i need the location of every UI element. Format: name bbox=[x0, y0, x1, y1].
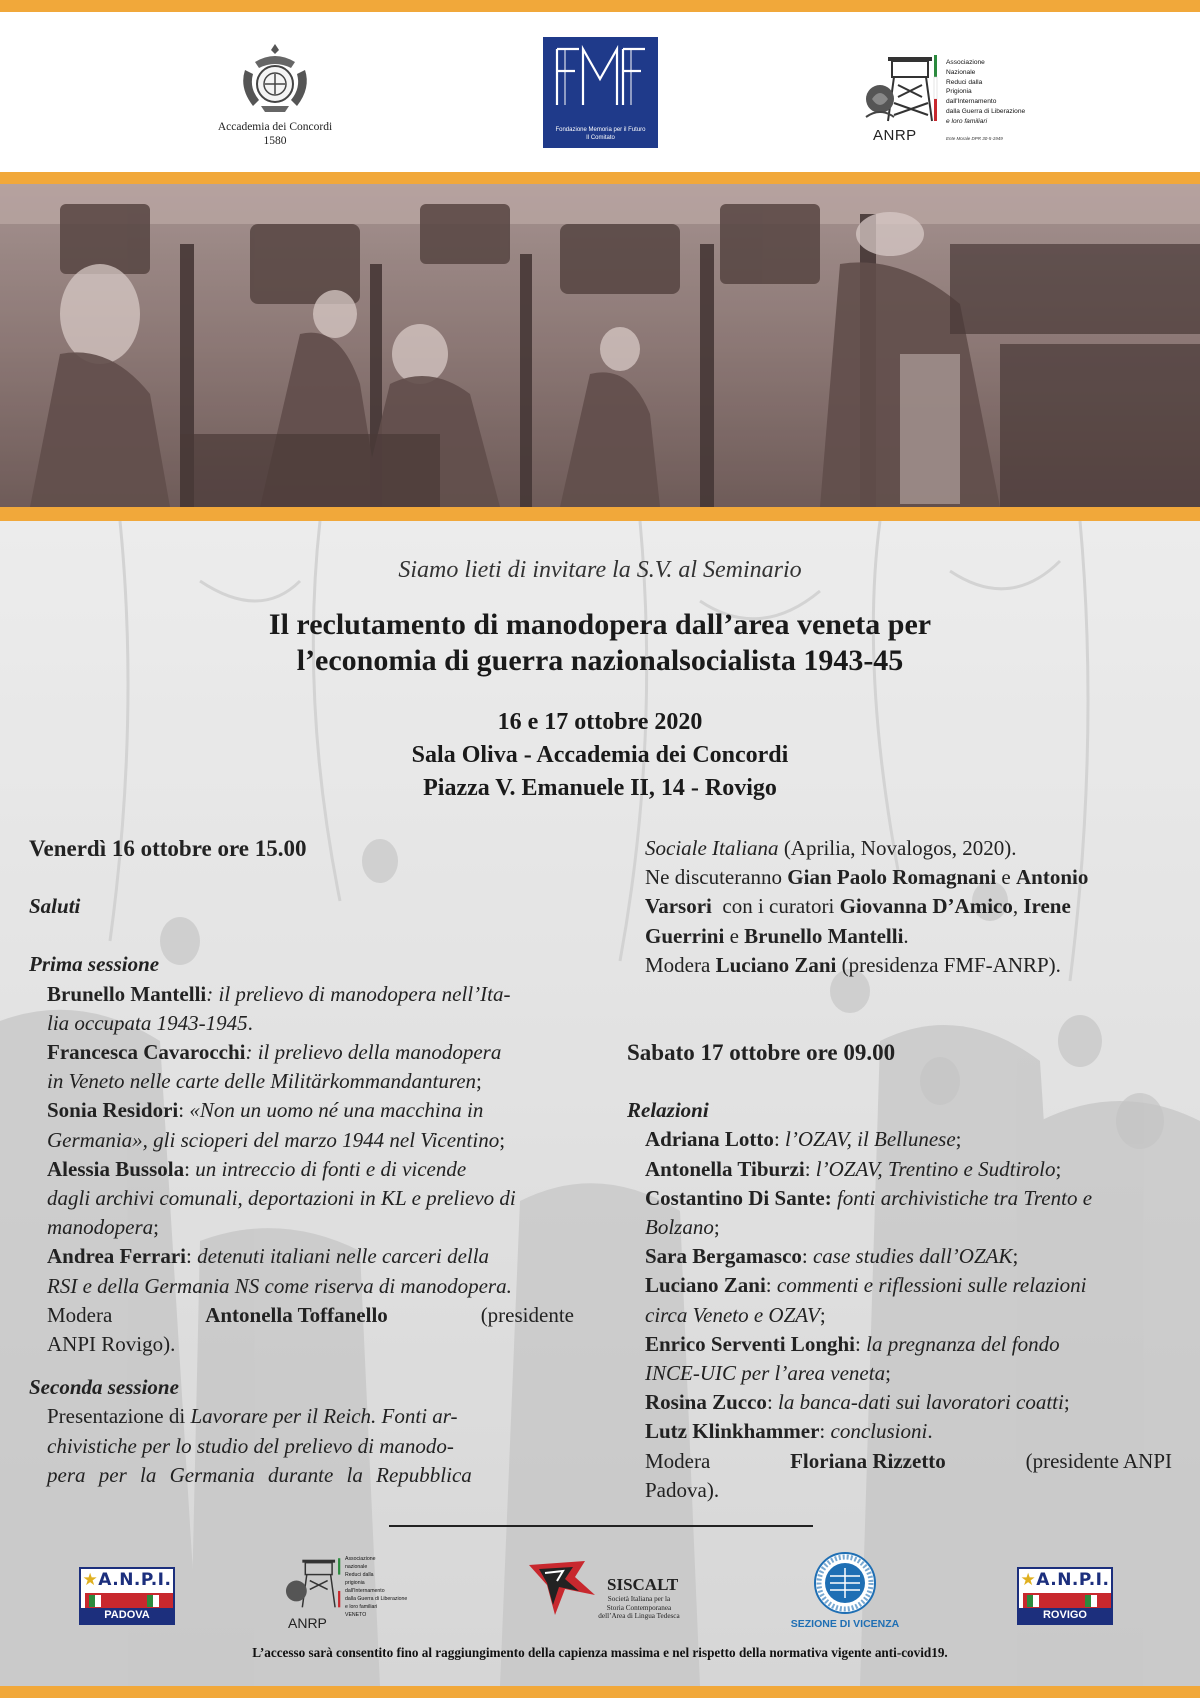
relazioni-heading: Relazioni bbox=[627, 1098, 709, 1123]
speaker-bergamasco: Sara Bergamasco: case studies dall’OZAK; bbox=[645, 1244, 1019, 1269]
speaker-zani: Luciano Zani: commenti e riflessioni sulle relazioni circa Veneto e OZAV; bbox=[645, 1273, 1087, 1327]
bottom-accent-band bbox=[0, 1686, 1200, 1698]
speaker-bussola: Alessia Bussola: un intreccio di fonti e di vicende dagli archivi comunali, deportazioni in KL e prelievo di manodopera; bbox=[47, 1156, 516, 1240]
speaker-ferrari: Andrea Ferrari: detenuti italiani nelle carceri della RSI e della Germania NS come riserva di manodopera. bbox=[47, 1244, 512, 1298]
factory-scene-image bbox=[0, 184, 1200, 507]
concordi-crest-icon bbox=[235, 40, 315, 116]
moderator-toffanello: Modera Antonella Toffanello (presidente bbox=[47, 1302, 574, 1327]
footer-anrp-description: Associazione nazionale Reduci dalla prigionia dall'Internamento dalla Guerra di Liberazione e loro familiari VENETO bbox=[345, 1556, 408, 1618]
anpi-rovigo-title: ★A.N.P.I. bbox=[1020, 1570, 1110, 1590]
accent-band-upper bbox=[0, 172, 1200, 184]
footer-anrp-label: ANRP bbox=[288, 1615, 327, 1631]
book-presentation-continued: Sociale Italiana (Aprilia, Novalogos, 2020). Ne discuteranno Gian Paolo Romagnani e Antonio Varsori con i curatori Giovanna D’Amico, Irene Guerrini e Brunello Mantelli. Modera Luciano Zani (presidenza FMF-ANRP). bbox=[645, 836, 1089, 977]
footer-divider bbox=[389, 1525, 813, 1527]
fmf-monogram-icon bbox=[543, 37, 658, 117]
event-venue: Sala Oliva - Accademia dei Concordi bbox=[411, 742, 789, 768]
right-program-column bbox=[627, 834, 1172, 1505]
speaker-residori: Sonia Residori: «Non un uomo né una macchina in Germania», gli scioperi del marzo 1944 nel Vicentino; bbox=[47, 1098, 506, 1152]
accent-band-lower bbox=[0, 507, 1200, 521]
star-icon: ★ bbox=[1020, 1570, 1037, 1590]
fmf-caption-name: Fondazione Memoria per il Futuro bbox=[555, 127, 646, 133]
anpi-padova-logo bbox=[79, 1567, 175, 1625]
anrp-logo bbox=[858, 55, 1033, 150]
anpi-rovigo-label: ROVIGO bbox=[1019, 1608, 1111, 1623]
event-address: Piazza V. Emanuele II, 14 - Rovigo bbox=[423, 775, 777, 801]
speaker-zucco: Rosina Zucco: la banca-dati sui lavoratori coatti; bbox=[645, 1390, 1070, 1415]
concordi-caption-name: Accademia dei Concordi bbox=[217, 121, 333, 133]
prima-sessione-heading: Prima sessione bbox=[29, 952, 160, 977]
internati-seal-icon bbox=[790, 1550, 900, 1616]
friday-program bbox=[29, 834, 574, 1490]
star-icon: ★ bbox=[82, 1570, 99, 1590]
accademia-concordi-logo bbox=[200, 40, 350, 160]
moderator-rizzetto: Modera Floriana Rizzetto (presidente ANPI bbox=[645, 1448, 1172, 1473]
seminar-title bbox=[0, 607, 1200, 679]
anrp-ente-morale: Ente Morale DPR 30-5-1949 bbox=[946, 136, 1003, 141]
title-line-2: l’economia di guerra nazionalsocialista 1943-45 bbox=[296, 644, 904, 677]
anrp-description: Associazione Nazionale Reduci dalla Prigionia dall'Internamento dalla Guerra di Liberazione e loro familiari bbox=[946, 59, 1026, 125]
speaker-di-sante: Costantino Di Sante: fonti archivistiche tra Trento e Bolzano; bbox=[645, 1185, 1093, 1240]
moderator-toffanello-role: ANPI Rovigo). bbox=[47, 1332, 176, 1357]
siscalt-name: SISCALT bbox=[607, 1575, 679, 1594]
speaker-serventi-longhi: Enrico Serventi Longhi: la pregnanza del fondo INCE-UIC per l’area veneta; bbox=[645, 1331, 1060, 1386]
watchtower-rose-icon bbox=[280, 1555, 344, 1615]
moderator-rizzetto-role: Padova). bbox=[645, 1477, 720, 1502]
siscalt-description: Società Italiana per la Storia Contemporanea dell’Area di Lingua Tedesca bbox=[598, 1595, 680, 1620]
covid-access-notice: L’accesso sarà consentito fino al raggiungimento della capienza massima e nel rispetto della normativa vigente anti-covid19. bbox=[252, 1645, 948, 1660]
speaker-mantelli: Brunello Mantelli: il prelievo di manodopera nell’Ita- lia occupata 1943-1945. bbox=[47, 981, 511, 1035]
speaker-tiburzi: Antonella Tiburzi: l’OZAV, Trentino e Sudtirolo; bbox=[645, 1156, 1062, 1181]
watchtower-rose-icon bbox=[858, 55, 944, 127]
book-presentation: Presentazione di Lavorare per il Reich. Fonti ar- chivistiche per lo studio del prelievo di manodo- pera per la Germania durante la Repubblica bbox=[47, 1404, 472, 1487]
factory-workers-photo bbox=[0, 184, 1200, 507]
event-details bbox=[0, 706, 1200, 805]
friday-heading: Venerdì 16 ottobre ore 15.00 bbox=[29, 836, 307, 861]
title-line-1: Il reclutamento di manodopera dall’area veneta per bbox=[268, 608, 932, 641]
top-accent-band bbox=[0, 0, 1200, 12]
footer-anrp-logo bbox=[280, 1555, 420, 1635]
event-date: 16 e 17 ottobre 2020 bbox=[497, 709, 703, 735]
siscalt-logo bbox=[525, 1555, 685, 1625]
tricolor-bar-icon bbox=[85, 1593, 173, 1609]
anpi-padova-label: PADOVA bbox=[81, 1608, 173, 1623]
invitation-line: Siamo lieti di invitare la S.V. al Seminario bbox=[398, 557, 802, 583]
speaker-klinkhammer: Lutz Klinkhammer: conclusioni. bbox=[645, 1419, 933, 1444]
internati-section-label: SEZIONE DI VICENZA bbox=[790, 1618, 900, 1630]
saturday-heading: Sabato 17 ottobre ore 09.00 bbox=[627, 1040, 896, 1066]
anpi-rovigo-logo bbox=[1017, 1567, 1113, 1625]
fmf-caption-sub: Il Comitato bbox=[586, 135, 615, 141]
concordi-caption-year: 1580 bbox=[263, 135, 287, 147]
speaker-cavarocchi: Francesca Cavarocchi: il prelievo della manodopera in Veneto nelle carte delle Militärkommandanturen; bbox=[47, 1040, 502, 1094]
seconda-sessione-heading: Seconda sessione bbox=[29, 1375, 179, 1400]
anrp-label: ANRP bbox=[873, 127, 917, 144]
saluti-label: Saluti bbox=[29, 894, 81, 919]
anpi-padova-title: ★A.N.P.I. bbox=[82, 1570, 172, 1590]
speaker-lotto: Adriana Lotto: l’OZAV, il Bellunese; bbox=[645, 1127, 962, 1152]
internati-vicenza-logo bbox=[790, 1550, 900, 1632]
fmf-logo bbox=[543, 37, 658, 148]
tricolor-bar-icon bbox=[1023, 1593, 1111, 1609]
